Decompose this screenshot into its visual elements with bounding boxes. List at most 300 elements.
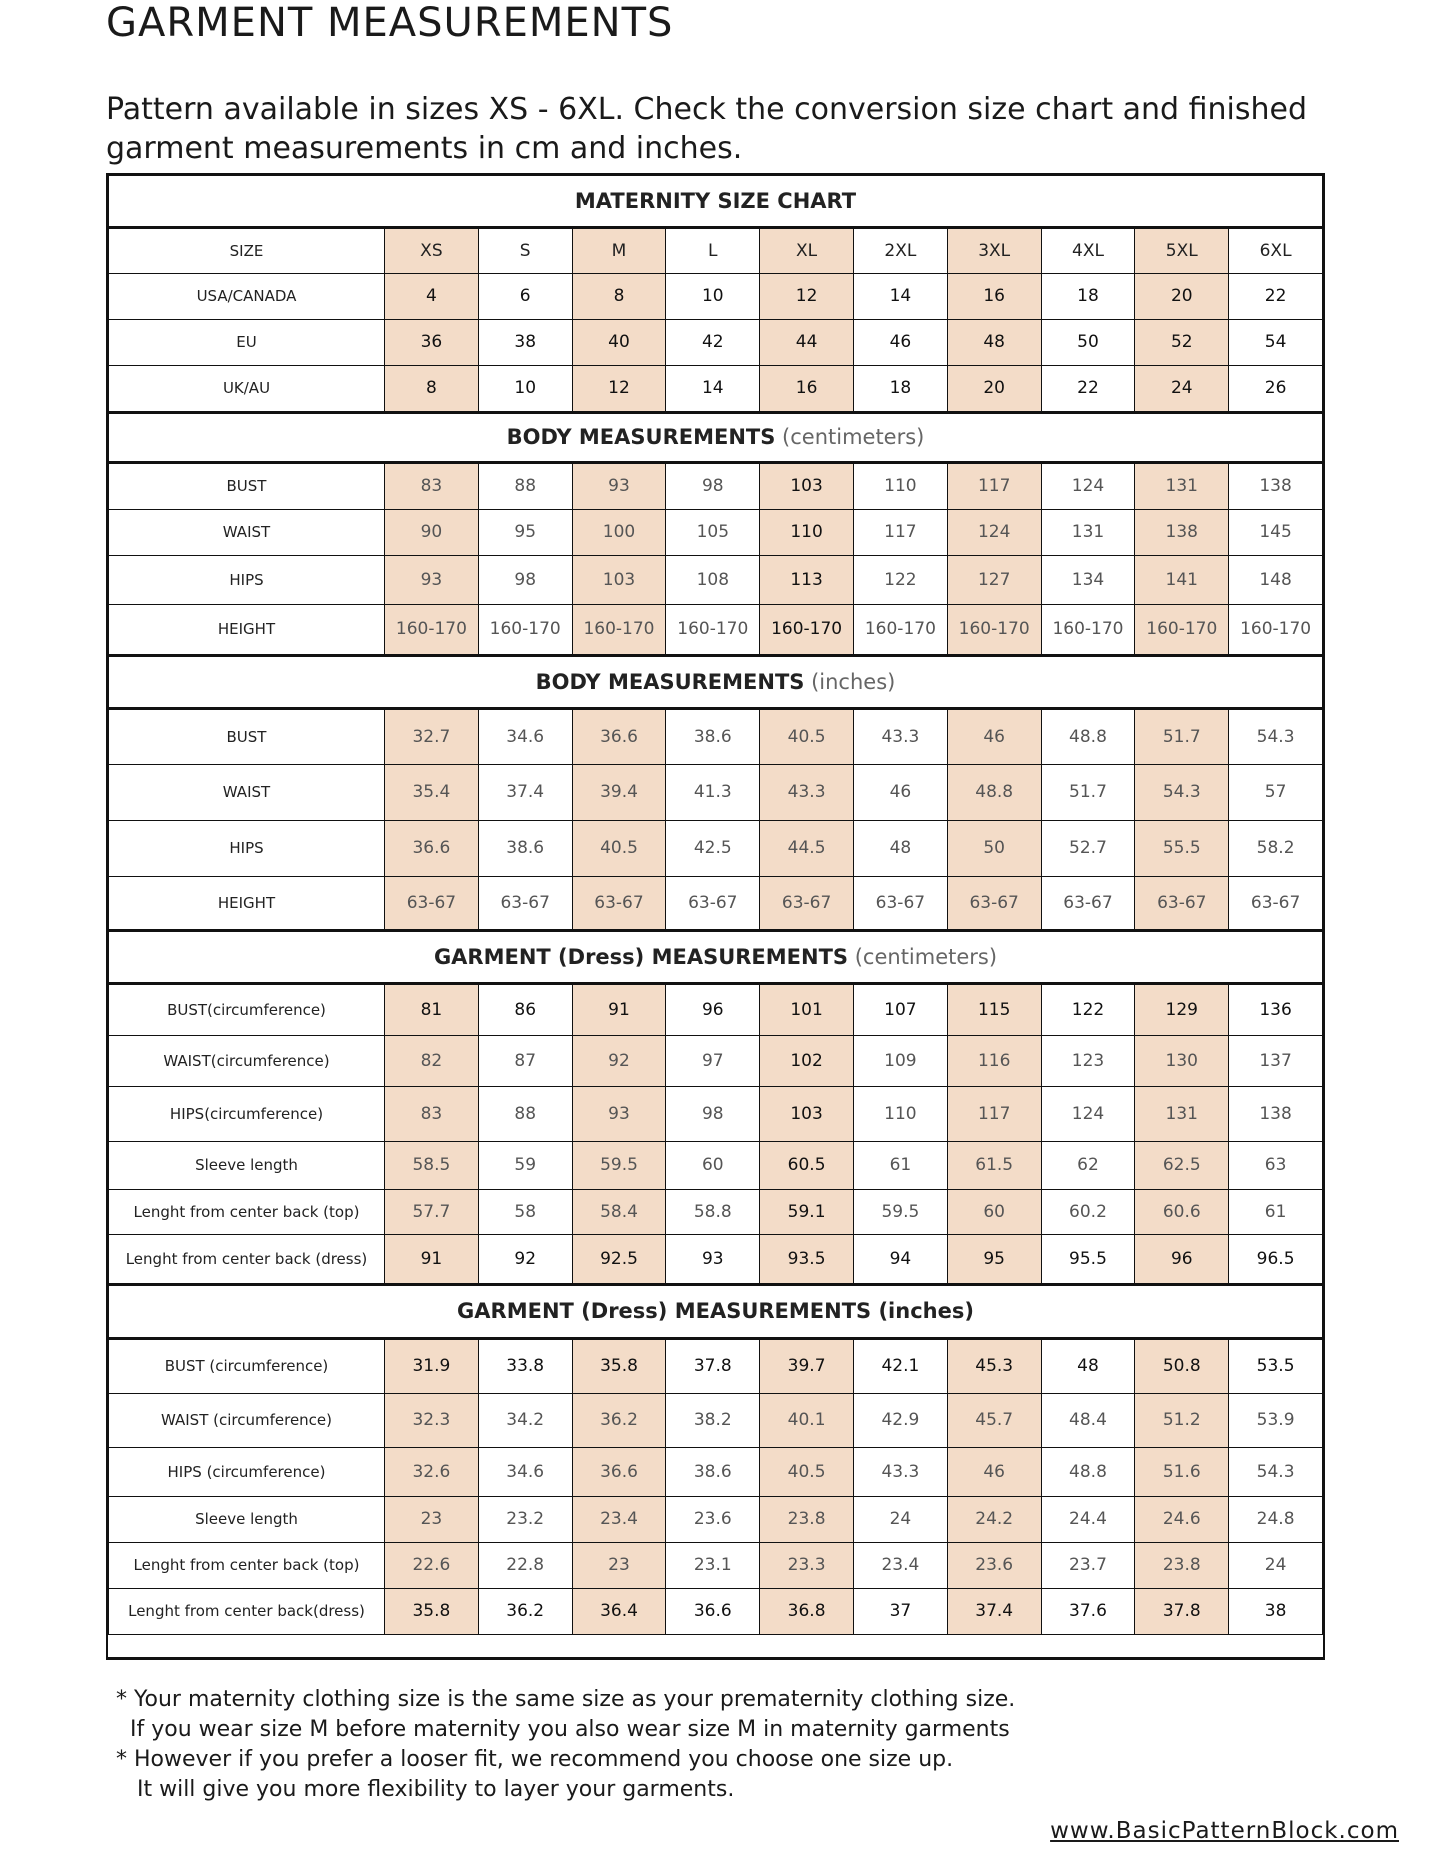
table-cell: 18 (1041, 273, 1135, 319)
table-cell: 51.7 (1041, 764, 1135, 820)
section-title-text: GARMENT (Dress) MEASUREMENTS (433, 944, 849, 969)
table-cell: 160-170 (947, 604, 1041, 655)
table-cell: 45.7 (947, 1393, 1041, 1447)
table-cell: 116 (947, 1035, 1041, 1086)
table-cell: 40.5 (760, 708, 854, 764)
table-cell: 60.6 (1135, 1189, 1229, 1234)
table-row (109, 509, 1323, 555)
table-cell: 54.3 (1135, 764, 1229, 820)
table-cell: 23.4 (572, 1496, 666, 1542)
table-cell: 51.7 (1135, 708, 1229, 764)
table-cell: 16 (947, 273, 1041, 319)
section-header (109, 930, 1323, 983)
table-cell: 51.2 (1135, 1393, 1229, 1447)
table-cell: 98 (666, 462, 760, 509)
row-label: HIPS (109, 555, 385, 604)
table-cell: 6 (478, 273, 572, 319)
size-chart-table (108, 176, 1323, 1635)
table-row (109, 1542, 1323, 1588)
table-cell: 36.6 (572, 708, 666, 764)
table-cell: 58.5 (385, 1141, 479, 1189)
table-cell: 48 (853, 820, 947, 876)
table-cell: 50 (1041, 319, 1135, 365)
table-cell: 91 (572, 983, 666, 1035)
table-cell: 113 (760, 555, 854, 604)
row-label: Lenght from center back (top) (109, 1542, 385, 1588)
table-row (109, 1338, 1323, 1393)
table-cell: 94 (853, 1234, 947, 1284)
table-cell: 103 (572, 555, 666, 604)
table-cell: 24 (1229, 1542, 1323, 1588)
table-cell: 34.2 (478, 1393, 572, 1447)
table-row (109, 555, 1323, 604)
table-cell: 63-67 (1229, 876, 1323, 930)
table-cell: 60 (666, 1141, 760, 1189)
table-cell: 127 (947, 555, 1041, 604)
table-cell: 26 (1229, 365, 1323, 412)
table-cell: 137 (1229, 1035, 1323, 1086)
table-cell: 60.5 (760, 1141, 854, 1189)
table-cell: 10 (478, 365, 572, 412)
table-cell: 131 (1041, 509, 1135, 555)
note-line: * Your maternity clothing size is the same size as your prematernity clothing size. (116, 1687, 1016, 1712)
table-row (109, 1234, 1323, 1284)
table-row (109, 1496, 1323, 1542)
table-cell: 60 (947, 1189, 1041, 1234)
table-row (109, 983, 1323, 1035)
table-cell: 46 (947, 1447, 1041, 1496)
section-title-text: GARMENT (Dress) MEASUREMENTS (inches) (457, 1299, 974, 1323)
row-label: USA/CANADA (109, 273, 385, 319)
table-cell: 88 (478, 1086, 572, 1141)
table-cell: 61.5 (947, 1141, 1041, 1189)
table-cell: 22 (1229, 273, 1323, 319)
table-cell: 40 (572, 319, 666, 365)
table-cell: 32.7 (385, 708, 479, 764)
table-cell: 40.5 (572, 820, 666, 876)
table-cell: 22.6 (385, 1542, 479, 1588)
table-cell: 6XL (1229, 227, 1323, 273)
intro-text: Pattern available in sizes XS - 6XL. Check the conversion size chart and finished garment measurements in cm and inches. (106, 92, 1308, 166)
table-row (109, 1086, 1323, 1141)
table-cell: 37.4 (478, 764, 572, 820)
table-cell: 8 (572, 273, 666, 319)
note-line: * However if you prefer a looser fit, we recommend you choose one size up. (116, 1747, 954, 1772)
section-title-text: MATERNITY SIZE CHART (574, 188, 857, 213)
table-cell: 45.3 (947, 1338, 1041, 1393)
table-cell: 96 (666, 983, 760, 1035)
table-cell: 134 (1041, 555, 1135, 604)
table-cell: 100 (572, 509, 666, 555)
table-cell: 131 (1135, 1086, 1229, 1141)
table-cell: 102 (760, 1035, 854, 1086)
table-cell: 53.9 (1229, 1393, 1323, 1447)
table-cell: 44.5 (760, 820, 854, 876)
table-cell: 23.6 (666, 1496, 760, 1542)
table-row (109, 764, 1323, 820)
table-cell: 50 (947, 820, 1041, 876)
table-cell: 129 (1135, 983, 1229, 1035)
table-cell: 36.6 (666, 1588, 760, 1634)
table-cell: 138 (1135, 509, 1229, 555)
table-cell: 91 (385, 1234, 479, 1284)
section-title (109, 930, 1323, 983)
table-cell: 130 (1135, 1035, 1229, 1086)
table-cell: 23.4 (853, 1542, 947, 1588)
table-cell: 131 (1135, 462, 1229, 509)
table-cell: 51.6 (1135, 1447, 1229, 1496)
table-cell: 10 (666, 273, 760, 319)
table-cell: 32.6 (385, 1447, 479, 1496)
table-cell: 61 (1229, 1189, 1323, 1234)
table-cell: 105 (666, 509, 760, 555)
table-cell: 93 (572, 462, 666, 509)
table-cell: 42.5 (666, 820, 760, 876)
table-cell: 22 (1041, 365, 1135, 412)
table-cell: 96 (1135, 1234, 1229, 1284)
table-cell: 87 (478, 1035, 572, 1086)
table-cell: 63-67 (853, 876, 947, 930)
table-cell: M (572, 227, 666, 273)
table-cell: 24.6 (1135, 1496, 1229, 1542)
table-cell: 95 (947, 1234, 1041, 1284)
table-cell: 37 (853, 1588, 947, 1634)
size-chart (106, 173, 1325, 1660)
table-cell: 39.4 (572, 764, 666, 820)
table-cell: 117 (947, 462, 1041, 509)
table-cell: 42.9 (853, 1393, 947, 1447)
table-cell: 86 (478, 983, 572, 1035)
table-cell: 160-170 (1135, 604, 1229, 655)
table-cell: 14 (666, 365, 760, 412)
table-row (109, 820, 1323, 876)
table-cell: 50.8 (1135, 1338, 1229, 1393)
website-link[interactable]: www.BasicPatternBlock.com (1050, 1818, 1399, 1844)
table-cell: 93 (666, 1234, 760, 1284)
table-cell: 63-67 (947, 876, 1041, 930)
table-cell: 23.8 (760, 1496, 854, 1542)
section-title-unit: (centimeters) (775, 425, 925, 449)
table-cell: 160-170 (572, 604, 666, 655)
table-cell: 63-67 (666, 876, 760, 930)
table-cell: 52 (1135, 319, 1229, 365)
table-cell: 54.3 (1229, 708, 1323, 764)
section-title-unit: (centimeters) (848, 944, 998, 969)
table-row (109, 876, 1323, 930)
table-cell: 95.5 (1041, 1234, 1135, 1284)
table-cell: 36.2 (572, 1393, 666, 1447)
table-cell: 82 (385, 1035, 479, 1086)
table-cell: 63-67 (385, 876, 479, 930)
table-cell: 24 (1135, 365, 1229, 412)
table-cell: 48.4 (1041, 1393, 1135, 1447)
table-cell: 110 (760, 509, 854, 555)
table-cell: 109 (853, 1035, 947, 1086)
section-title (109, 655, 1323, 708)
table-cell: 62.5 (1135, 1141, 1229, 1189)
table-cell: 58.4 (572, 1189, 666, 1234)
section-title (109, 412, 1323, 462)
table-row (109, 1141, 1323, 1189)
table-cell: 44 (760, 319, 854, 365)
table-cell: 35.8 (385, 1588, 479, 1634)
row-label: BUST (109, 462, 385, 509)
table-cell: 24.2 (947, 1496, 1041, 1542)
table-cell: 41.3 (666, 764, 760, 820)
table-cell: 160-170 (385, 604, 479, 655)
table-cell: 38.6 (478, 820, 572, 876)
table-cell: 36.4 (572, 1588, 666, 1634)
section-title (109, 176, 1323, 227)
table-cell: 160-170 (853, 604, 947, 655)
table-cell: 123 (1041, 1035, 1135, 1086)
table-cell: 103 (760, 1086, 854, 1141)
table-cell: 95 (478, 509, 572, 555)
row-label: WAIST(circumference) (109, 1035, 385, 1086)
table-row (109, 227, 1323, 273)
row-label: Lenght from center back(dress) (109, 1588, 385, 1634)
table-cell: 83 (385, 462, 479, 509)
table-row (109, 708, 1323, 764)
table-cell: 40.5 (760, 1447, 854, 1496)
table-cell: 43.3 (853, 1447, 947, 1496)
table-cell: 43.3 (760, 764, 854, 820)
table-cell: 22.8 (478, 1542, 572, 1588)
table-cell: 98 (666, 1086, 760, 1141)
note-line: It will give you more flexibility to layer your garments. (116, 1777, 735, 1802)
table-cell: 92.5 (572, 1234, 666, 1284)
table-cell: 115 (947, 983, 1041, 1035)
table-cell: 46 (853, 764, 947, 820)
table-cell: 33.8 (478, 1338, 572, 1393)
table-cell: 3XL (947, 227, 1041, 273)
table-cell: 52.7 (1041, 820, 1135, 876)
row-label: EU (109, 319, 385, 365)
table-cell: 36.2 (478, 1588, 572, 1634)
table-cell: 35.4 (385, 764, 479, 820)
row-label: Sleeve length (109, 1141, 385, 1189)
table-cell: 138 (1229, 462, 1323, 509)
table-cell: 23.7 (1041, 1542, 1135, 1588)
table-cell: 63-67 (478, 876, 572, 930)
table-cell: 138 (1229, 1086, 1323, 1141)
table-cell: 60.2 (1041, 1189, 1135, 1234)
row-label: BUST (circumference) (109, 1338, 385, 1393)
section-title-text: BODY MEASUREMENTS (506, 425, 776, 449)
row-label: HEIGHT (109, 604, 385, 655)
row-label: SIZE (109, 227, 385, 273)
table-cell: 20 (947, 365, 1041, 412)
table-cell: 23.3 (760, 1542, 854, 1588)
table-cell: 160-170 (666, 604, 760, 655)
section-header (109, 1284, 1323, 1338)
table-cell: 14 (853, 273, 947, 319)
table-cell: 2XL (853, 227, 947, 273)
table-cell: 48.8 (1041, 1447, 1135, 1496)
row-label: Sleeve length (109, 1496, 385, 1542)
table-cell: 59 (478, 1141, 572, 1189)
table-cell: 12 (572, 365, 666, 412)
table-cell: 117 (947, 1086, 1041, 1141)
table-cell: 103 (760, 462, 854, 509)
table-cell: 59.1 (760, 1189, 854, 1234)
row-label: WAIST (109, 764, 385, 820)
table-cell: 122 (1041, 983, 1135, 1035)
table-cell: 46 (947, 708, 1041, 764)
table-cell: 4 (385, 273, 479, 319)
table-cell: 23 (385, 1496, 479, 1542)
table-cell: 43.3 (853, 708, 947, 764)
table-cell: 34.6 (478, 708, 572, 764)
table-cell: 160-170 (1229, 604, 1323, 655)
table-cell: 23.8 (1135, 1542, 1229, 1588)
table-cell: 145 (1229, 509, 1323, 555)
table-cell: 81 (385, 983, 479, 1035)
table-cell: 57 (1229, 764, 1323, 820)
table-row (109, 1447, 1323, 1496)
table-cell: 122 (853, 555, 947, 604)
table-cell: 46 (853, 319, 947, 365)
row-label: BUST(circumference) (109, 983, 385, 1035)
table-cell: 24.8 (1229, 1496, 1323, 1542)
table-cell: 160-170 (1041, 604, 1135, 655)
table-cell: 54.3 (1229, 1447, 1323, 1496)
note-line: If you wear size M before maternity you also wear size M in maternity garments (116, 1717, 1010, 1742)
table-cell: 53.5 (1229, 1338, 1323, 1393)
row-label: HIPS (109, 820, 385, 876)
table-cell: 34.6 (478, 1447, 572, 1496)
table-cell: 58.2 (1229, 820, 1323, 876)
table-cell: 37.6 (1041, 1588, 1135, 1634)
table-row (109, 365, 1323, 412)
table-cell: 117 (853, 509, 947, 555)
table-row (109, 462, 1323, 509)
table-cell: 42.1 (853, 1338, 947, 1393)
table-cell: 96.5 (1229, 1234, 1323, 1284)
table-cell: 38 (1229, 1588, 1323, 1634)
table-cell: 63-67 (760, 876, 854, 930)
table-cell: 12 (760, 273, 854, 319)
table-cell: 38.6 (666, 708, 760, 764)
table-cell: 101 (760, 983, 854, 1035)
table-cell: 148 (1229, 555, 1323, 604)
table-cell: XS (385, 227, 479, 273)
table-row (109, 1393, 1323, 1447)
table-cell: 61 (853, 1141, 947, 1189)
table-cell: 58.8 (666, 1189, 760, 1234)
table-cell: 110 (853, 1086, 947, 1141)
table-cell: 59.5 (853, 1189, 947, 1234)
table-cell: 48 (947, 319, 1041, 365)
table-cell: 8 (385, 365, 479, 412)
table-cell: 38.6 (666, 1447, 760, 1496)
row-label: HIPS (circumference) (109, 1447, 385, 1496)
section-title-unit: (inches) (804, 669, 896, 694)
table-row (109, 273, 1323, 319)
table-row (109, 1189, 1323, 1234)
section-header (109, 412, 1323, 462)
table-cell: 107 (853, 983, 947, 1035)
table-cell: 124 (1041, 462, 1135, 509)
table-cell: 54 (1229, 319, 1323, 365)
table-cell: 38 (478, 319, 572, 365)
table-cell: 90 (385, 509, 479, 555)
table-cell: 63-67 (572, 876, 666, 930)
table-cell: 108 (666, 555, 760, 604)
section-title (109, 1284, 1323, 1338)
table-row (109, 1035, 1323, 1086)
table-cell: 160-170 (478, 604, 572, 655)
table-cell: 24.4 (1041, 1496, 1135, 1542)
table-row (109, 319, 1323, 365)
table-cell: 83 (385, 1086, 479, 1141)
table-cell: 36.6 (385, 820, 479, 876)
row-label: BUST (109, 708, 385, 764)
table-cell: 24 (853, 1496, 947, 1542)
table-cell: 93 (572, 1086, 666, 1141)
table-cell: 124 (947, 509, 1041, 555)
table-cell: 62 (1041, 1141, 1135, 1189)
table-row (109, 1588, 1323, 1634)
table-cell: 16 (760, 365, 854, 412)
table-cell: 4XL (1041, 227, 1135, 273)
table-cell: 36.6 (572, 1447, 666, 1496)
table-cell: 92 (572, 1035, 666, 1086)
table-cell: 31.9 (385, 1338, 479, 1393)
row-label: HEIGHT (109, 876, 385, 930)
table-cell: 160-170 (760, 604, 854, 655)
table-cell: 23.6 (947, 1542, 1041, 1588)
table-cell: 124 (1041, 1086, 1135, 1141)
table-cell: 63-67 (1041, 876, 1135, 930)
row-label: Lenght from center back (top) (109, 1189, 385, 1234)
page-title: GARMENT MEASUREMENTS (106, 0, 674, 46)
row-label: Lenght from center back (dress) (109, 1234, 385, 1284)
table-cell: 92 (478, 1234, 572, 1284)
table-cell: 18 (853, 365, 947, 412)
table-cell: 40.1 (760, 1393, 854, 1447)
table-cell: 38.2 (666, 1393, 760, 1447)
table-cell: 20 (1135, 273, 1229, 319)
row-label: UK/AU (109, 365, 385, 412)
table-cell: L (666, 227, 760, 273)
table-cell: 88 (478, 462, 572, 509)
table-cell: 32.3 (385, 1393, 479, 1447)
table-row (109, 604, 1323, 655)
table-cell: 23 (572, 1542, 666, 1588)
table-cell: 37.8 (666, 1338, 760, 1393)
table-cell: 48.8 (947, 764, 1041, 820)
table-cell: 63-67 (1135, 876, 1229, 930)
table-cell: 35.8 (572, 1338, 666, 1393)
row-label: HIPS(circumference) (109, 1086, 385, 1141)
section-title-text: BODY MEASUREMENTS (535, 669, 805, 694)
table-cell: 39.7 (760, 1338, 854, 1393)
table-cell: 5XL (1135, 227, 1229, 273)
row-label: WAIST (109, 509, 385, 555)
table-cell: 55.5 (1135, 820, 1229, 876)
table-cell: 23.1 (666, 1542, 760, 1588)
table-cell: 59.5 (572, 1141, 666, 1189)
section-header (109, 655, 1323, 708)
table-cell: 36.8 (760, 1588, 854, 1634)
table-cell: 97 (666, 1035, 760, 1086)
table-cell: 110 (853, 462, 947, 509)
table-cell: 48.8 (1041, 708, 1135, 764)
table-cell: 93 (385, 555, 479, 604)
notes (116, 1685, 1015, 1805)
table-cell: 63 (1229, 1141, 1323, 1189)
